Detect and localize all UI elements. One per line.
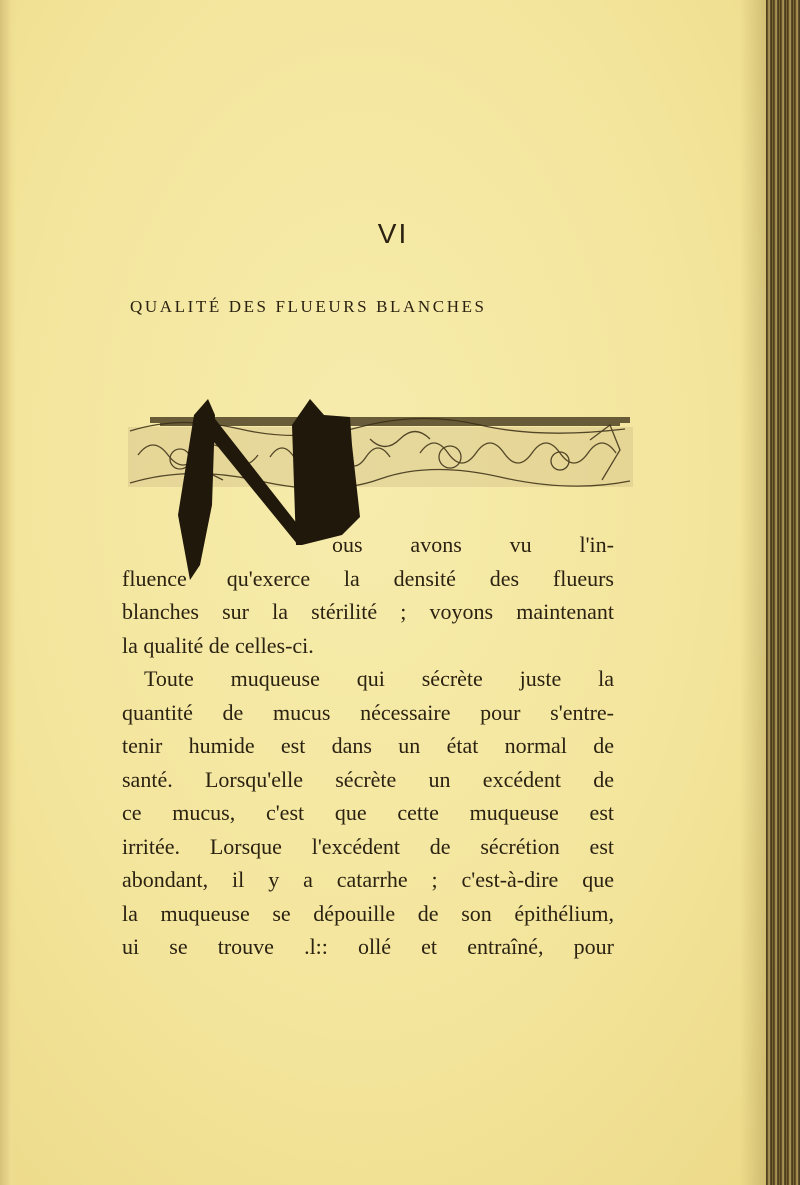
text-line-group <box>122 562 614 596</box>
page-left-edge <box>0 0 16 1185</box>
text-line: abondant, il y a catarrhe ; c'est-à-dire que <box>122 867 614 892</box>
text-line: la qualité de celles-ci. <box>122 632 314 658</box>
text-line: qu'exerce la densité des flueurs <box>226 565 614 591</box>
text-line: ce mucus, c'est que cette muqueuse est <box>122 800 614 825</box>
text-line: tenir humide est dans un état normal de <box>122 733 614 758</box>
text-line: Toute muqueuse qui sécrète juste la <box>144 666 614 691</box>
chapter-number: VI <box>377 218 409 249</box>
text-line: quantité de mucus nécessaire pour s'entre- <box>122 699 614 725</box>
text-line: blanches sur la stérilité ; voyons maintenant <box>122 599 614 624</box>
body-text <box>122 528 614 964</box>
text-line: ous avons vu l'in- <box>332 532 614 557</box>
text-line: ui se trouve .l:: ollé et entraîné, pour <box>122 934 614 959</box>
text-line: santé. Lorsqu'elle sécrète un excédent de <box>122 766 614 792</box>
text-line: irritée. Lorsque l'excédent de sécrétion est <box>122 833 614 859</box>
chapter-title: QUALITÉ DES FLUEURS BLANCHES <box>130 297 487 316</box>
spine-shadow <box>740 0 766 1185</box>
text-line: fluence <box>122 565 187 591</box>
text-line: la muqueuse se dépouille de son épithélium, <box>122 900 614 926</box>
book-spine <box>766 0 800 1185</box>
